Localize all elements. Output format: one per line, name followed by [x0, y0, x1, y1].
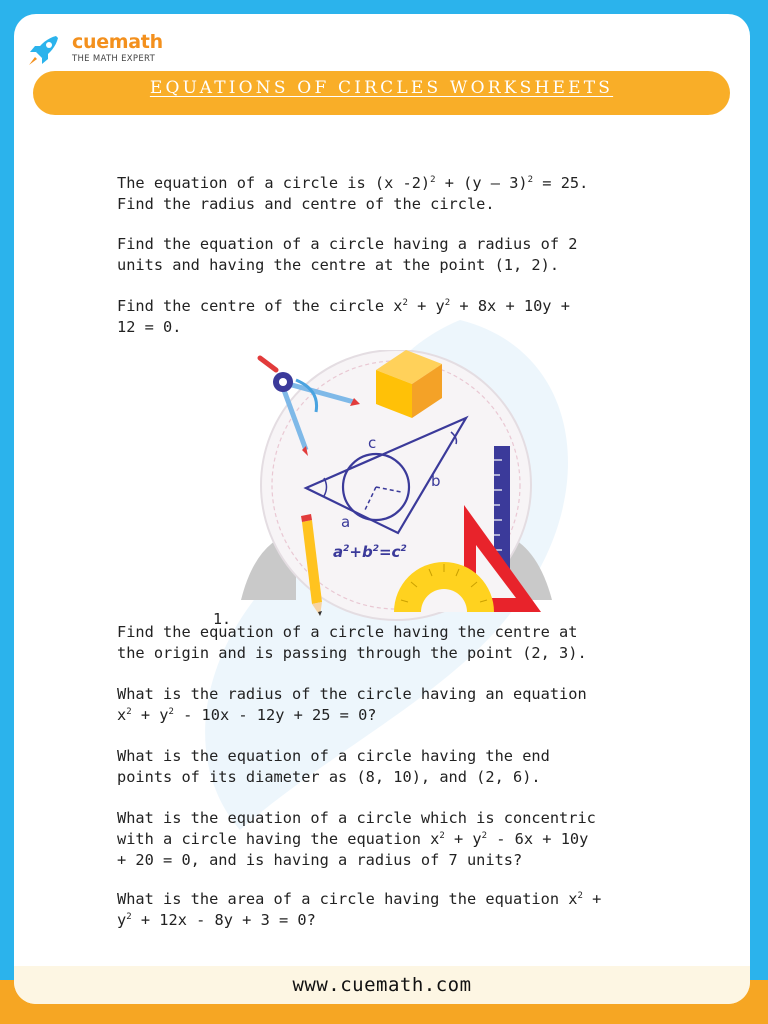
title-banner	[33, 71, 730, 115]
question-8	[117, 889, 687, 931]
label-b: b	[431, 472, 441, 490]
question-line	[117, 173, 687, 194]
question-text: + (y – 3)	[435, 174, 528, 192]
question-text: = 25.	[533, 174, 589, 192]
label-c: c	[368, 434, 377, 452]
footer-url[interactable]: www.cuemath.com	[292, 974, 472, 996]
question-line: Find the equation of a circle having a radius of 2	[117, 235, 578, 253]
exponent: 2	[402, 298, 408, 308]
exponent: 2	[444, 298, 451, 308]
question-text: with a circle having the equation x	[117, 830, 440, 848]
question-text: + y	[131, 706, 169, 724]
page-title: EQUATIONS OF CIRCLES WORKSHEETS	[149, 78, 614, 98]
question-text: Find the centre of the circle x	[117, 297, 403, 315]
question-text: y	[117, 911, 127, 929]
question-text: The equation of a circle is (x -2)	[117, 174, 431, 192]
exponent: 2	[527, 175, 534, 185]
exponent: 2	[126, 707, 132, 717]
question-line	[117, 829, 687, 850]
footer	[14, 966, 750, 1004]
question-text: + y	[444, 830, 482, 848]
question-text: +	[582, 890, 602, 908]
exponent: 2	[430, 175, 436, 185]
cuemath-logo	[26, 32, 163, 68]
rocket-icon	[26, 32, 66, 68]
question-text: x	[117, 706, 127, 724]
top-frame-band	[0, 0, 768, 14]
question-5	[117, 684, 687, 726]
question-line: + 20 = 0, and is having a radius of 7 units?	[117, 851, 523, 869]
pythagoras-formula: $a^2+b^2=c^2$	[333, 543, 407, 561]
question-line: What is the radius of the circle having an equation	[117, 685, 587, 703]
question-line	[117, 910, 687, 931]
brand-name: cuemath	[72, 31, 163, 53]
question-text: - 10x - 12y + 25 = 0?	[173, 706, 377, 724]
brand-tagline: THE MATH EXPERT	[72, 54, 156, 64]
question-7	[117, 808, 687, 871]
question-4	[117, 622, 687, 664]
question-3	[117, 296, 687, 338]
question-line: points of its diameter as (8, 10), and (2, 6).	[117, 768, 541, 786]
question-line: What is the equation of a circle having the end	[117, 747, 550, 765]
question-line	[117, 296, 687, 317]
exponent: 2	[577, 891, 583, 901]
question-1	[117, 173, 687, 215]
exponent: 2	[481, 831, 488, 841]
question-line: 12 = 0.	[117, 318, 182, 336]
question-line	[117, 889, 687, 910]
question-text: What is the area of a circle having the equation x	[117, 890, 578, 908]
question-2	[117, 234, 687, 276]
exponent: 2	[439, 831, 445, 841]
question-line: units and having the centre at the point (1, 2).	[117, 256, 560, 274]
question-text: + 8x + 10y +	[450, 297, 570, 315]
question-line: Find the equation of a circle having the centre at	[117, 623, 578, 641]
geometry-illustration	[236, 350, 556, 622]
question-text: - 6x + 10y	[487, 830, 589, 848]
question-line: Find the radius and centre of the circle.	[117, 195, 495, 213]
exponent: 2	[126, 912, 132, 922]
question-text: + y	[407, 297, 445, 315]
label-a: a	[341, 513, 351, 531]
question-6	[117, 746, 687, 788]
question-line: What is the equation of a circle which is concentric	[117, 809, 596, 827]
list-marker: 1.	[213, 610, 232, 628]
question-text: + 12x - 8y + 3 = 0?	[131, 911, 316, 929]
question-line	[117, 705, 687, 726]
exponent: 2	[168, 707, 174, 717]
question-line: the origin and is passing through the point (2, 3).	[117, 644, 587, 662]
